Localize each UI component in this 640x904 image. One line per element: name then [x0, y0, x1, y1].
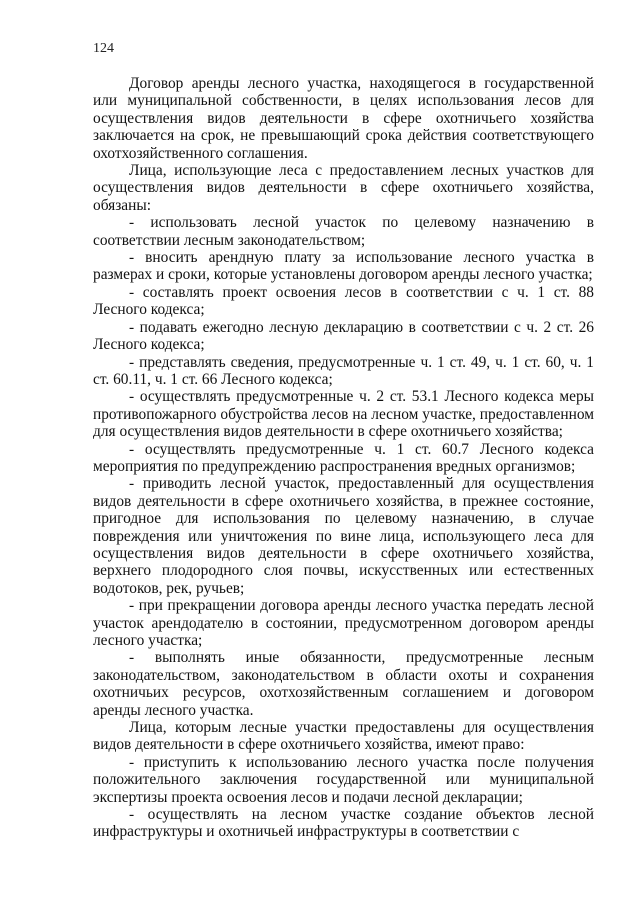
list-item: - осуществлять предусмотренные ч. 1 ст. 60.7 Лесного кодекса мероприятия по предупреждению распространения вредных организмов; — [93, 440, 594, 475]
list-item: - представлять сведения, предусмотренные ч. 1 ст. 49, ч. 1 ст. 60, ч. 1 ст. 60.11, ч. 1 ст. 66 Лесного кодекса; — [93, 353, 594, 388]
list-item: - вносить арендную плату за использование лесного участка в размерах и сроки, которые установлены договором аренды лесного участка; — [93, 249, 594, 284]
body-text — [93, 75, 594, 841]
list-item: - выполнять иные обязанности, предусмотренные лесным законодательством, законодательством в области охоты и сохранения охотничьих ресурсов, охотхозяйственным соглашением и договором аренды лесного участка. — [93, 649, 594, 719]
list-item: - осуществлять предусмотренные ч. 2 ст. 53.1 Лесного кодекса меры противопожарного обустройства лесов на лесном участке, предоставленном для осуществления видов деятельности в сфере охотничьего хозяйства; — [93, 388, 594, 441]
paragraph-rights-intro: Лица, которым лесные участки предоставлены для осуществления видов деятельности в сфере охотничьего хозяйства, имеют право: — [93, 719, 594, 754]
paragraph-obligations-intro: Лица, использующие леса с предоставлением лесных участков для осуществления видов деятельности в сфере охотничьего хозяйства, обязаны: — [93, 162, 594, 214]
list-item: - составлять проект освоения лесов в соответствии с ч. 1 ст. 88 Лесного кодекса; — [93, 283, 594, 319]
list-item: - приступить к использованию лесного участка после получения положительного заключения государственной или муниципальной экспертизы проекта освоения лесов и подачи лесной декларации; — [93, 753, 594, 806]
list-item: - при прекращении договора аренды лесного участка передать лесной участок арендодателю в состоянии, предусмотренном договором аренды лесного участка; — [93, 597, 594, 649]
list-item: - подавать ежегодно лесную декларацию в соответствии с ч. 2 ст. 26 Лесного кодекса; — [93, 318, 594, 354]
page-number: 124 — [93, 41, 114, 56]
list-item: - использовать лесной участок по целевому назначению в соответствии лесным законодательством; — [93, 214, 594, 249]
paragraph-lease-term: Договор аренды лесного участка, находящегося в государственной или муниципальной собственности, в целях использования лесов для осуществления видов деятельности в сфере охотничьего хозяйства заключается на срок, не превышающий срока действия соответствующего охотхозяйственного соглашения. — [93, 75, 594, 162]
list-item: - приводить лесной участок, предоставленный для осуществления видов деятельности в сфере охотничьего хозяйства, в прежнее состояние, пригодное для использования по целевому назначению, в случае повреждения или уничтожения по вине лица, использующего леса для осуществления видов деятельности в сфере охотничьего хозяйства, верхнего плодородного слоя почвы, искусственных или естественных водотоков, рек, ручьев; — [93, 475, 594, 597]
list-item: - осуществлять на лесном участке создание объектов лесной инфраструктуры и охотничьей инфраструктуры в соответствии с — [93, 806, 594, 841]
